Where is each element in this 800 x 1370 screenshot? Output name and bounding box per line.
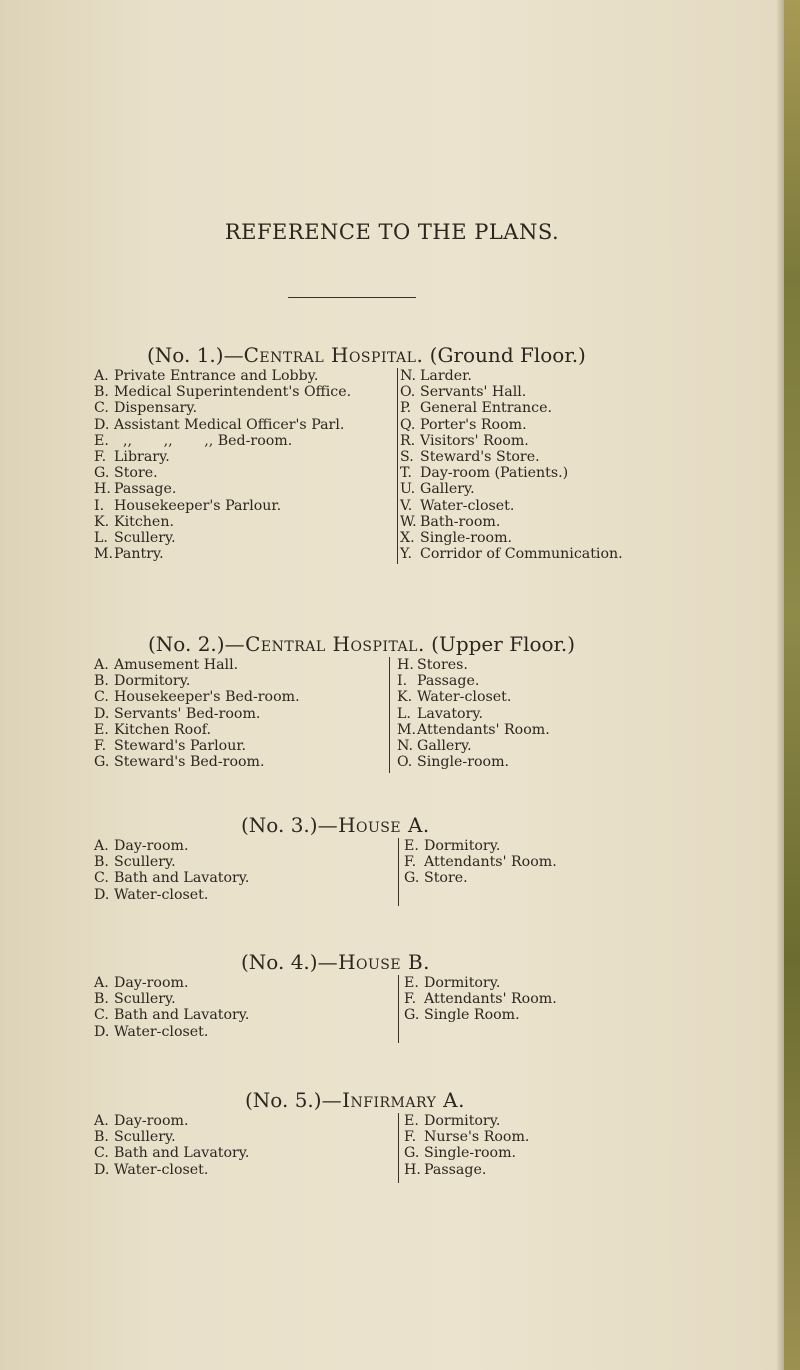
legend-key: R.	[400, 432, 416, 449]
legend-item	[400, 481, 623, 497]
legend-key: C.	[94, 1145, 109, 1162]
legend-text: Water-closet.	[420, 497, 515, 514]
legend-text: Store.	[424, 870, 468, 887]
legend-item	[404, 1113, 529, 1129]
legend-left-column	[94, 657, 300, 770]
legend-text: Scullery.	[114, 991, 176, 1008]
legend-key: V.	[400, 497, 413, 514]
legend-text: Servants' Hall.	[420, 384, 527, 401]
legend-text: Scullery.	[114, 530, 176, 547]
column-divider	[398, 838, 399, 906]
column-divider	[398, 1113, 399, 1183]
legend-key: G.	[404, 1145, 420, 1162]
legend-item	[400, 498, 623, 514]
section-number: (No. 4.)	[241, 950, 318, 974]
legend-item	[404, 975, 557, 991]
legend-key: E.	[404, 1113, 419, 1129]
legend-key: D.	[94, 705, 110, 722]
legend-item	[397, 673, 550, 689]
legend-item	[400, 368, 623, 384]
legend-key: A.	[94, 368, 109, 384]
column-divider	[389, 657, 390, 773]
legend-key: Q.	[400, 416, 416, 433]
legend-key: S.	[400, 449, 414, 466]
legend-item	[397, 754, 550, 770]
legend-right-column	[397, 657, 550, 770]
legend-text: Store.	[114, 465, 158, 482]
section-title	[241, 813, 430, 837]
legend-key: H.	[397, 657, 414, 673]
legend-key: G.	[404, 1007, 420, 1024]
legend-text: Amusement Hall.	[114, 657, 239, 673]
legend-item	[94, 870, 249, 886]
legend-text: Water-closet.	[114, 1023, 209, 1040]
legend-item	[400, 449, 623, 465]
legend-text: Steward's Bed-room.	[114, 754, 265, 771]
section-number: (No. 1.)	[147, 343, 224, 367]
legend-right-column	[404, 838, 557, 887]
legend-text: Day-room.	[114, 838, 189, 854]
legend-item	[94, 673, 300, 689]
legend-left-column	[94, 368, 351, 562]
legend-right-column	[404, 975, 557, 1024]
legend-item	[94, 1145, 249, 1161]
legend-text: Bath and Lavatory.	[114, 870, 250, 887]
legend-item	[94, 689, 300, 705]
legend-text: Water-closet.	[114, 1161, 209, 1178]
legend-key: T.	[400, 465, 412, 482]
section-number: (No. 5.)	[245, 1088, 322, 1112]
legend-key: I.	[397, 673, 408, 690]
legend-key: I.	[94, 497, 105, 514]
legend-key: C.	[94, 689, 109, 706]
legend-text: Attendants' Room.	[424, 854, 557, 871]
legend-item	[404, 838, 557, 854]
legend-text: Single Room.	[424, 1007, 520, 1024]
section-title: (No. 1.)—Central Hospital. (Ground Floor.)	[147, 343, 586, 367]
legend-key: C.	[94, 400, 109, 417]
legend-left-column	[94, 1113, 249, 1178]
legend-item	[397, 738, 550, 754]
legend-key: O.	[400, 384, 416, 401]
legend-text: Scullery.	[114, 1129, 176, 1146]
legend-text: Bath and Lavatory.	[114, 1145, 250, 1162]
legend-text: Corridor of Communication.	[420, 546, 623, 563]
legend-key: C.	[94, 870, 109, 887]
page-title: REFERENCE TO THE PLANS.	[224, 220, 560, 244]
section-title	[245, 1088, 465, 1112]
legend-key: M.	[94, 546, 114, 563]
legend-item	[404, 1162, 529, 1178]
legend-key: K.	[94, 513, 110, 530]
legend-item	[400, 400, 623, 416]
legend-text: Attendants' Room.	[417, 721, 550, 738]
legend-text: Day-room.	[114, 1113, 189, 1129]
legend-item	[94, 975, 249, 991]
legend-key: X.	[400, 530, 415, 547]
legend-key: N.	[397, 738, 414, 755]
section-name: —House A.	[317, 813, 430, 837]
section-title	[241, 950, 430, 974]
legend-item	[397, 689, 550, 705]
legend-key: B.	[94, 991, 109, 1008]
legend-text: Private Entrance and Lobby.	[114, 368, 319, 384]
legend-item	[94, 368, 351, 384]
legend-item	[400, 546, 623, 562]
legend-right-column	[404, 1113, 529, 1178]
legend-key: D.	[94, 886, 110, 903]
legend-item	[404, 1145, 529, 1161]
legend-item	[94, 722, 300, 738]
legend-text: Dispensary.	[114, 400, 197, 417]
legend-item	[404, 991, 557, 1007]
legend-key: D.	[94, 1023, 110, 1040]
legend-key: M.	[397, 721, 417, 738]
legend-text: Gallery.	[420, 481, 475, 498]
legend-key: E.	[404, 975, 419, 991]
section-title	[148, 632, 575, 656]
legend-text: Attendants' Room.	[424, 991, 557, 1008]
legend-text: Bath and Lavatory.	[114, 1007, 250, 1024]
legend-key: U.	[400, 481, 416, 498]
legend-key: D.	[94, 416, 110, 433]
legend-key: A.	[94, 838, 109, 854]
legend-text: Lavatory.	[417, 705, 484, 722]
legend-text: Dormitory.	[424, 1113, 501, 1129]
legend-text: ,, ,, ,, Bed-room.	[114, 432, 293, 449]
legend-text: Day-room.	[114, 975, 189, 991]
legend-item	[94, 854, 249, 870]
legend-item	[94, 449, 351, 465]
legend-text: Steward's Store.	[420, 449, 540, 466]
legend-key: A.	[94, 1113, 109, 1129]
legend-key: L.	[397, 705, 411, 722]
section-floor: (Ground Floor.)	[429, 343, 586, 367]
legend-key: L.	[94, 530, 108, 547]
legend-text: Single-room.	[424, 1145, 517, 1162]
legend-item	[400, 417, 623, 433]
legend-item	[94, 417, 351, 433]
legend-text: Kitchen Roof.	[114, 721, 211, 738]
section-name: —House B.	[317, 950, 431, 974]
section-name: Central Hospital.	[243, 343, 424, 367]
legend-text: Single-room.	[417, 754, 510, 771]
legend-text: Gallery.	[417, 738, 472, 755]
legend-text: Porter's Room.	[420, 416, 527, 433]
legend-text: Servants' Bed-room.	[114, 705, 261, 722]
legend-item	[400, 514, 623, 530]
legend-item	[94, 384, 351, 400]
legend-text: Library.	[114, 449, 170, 466]
legend-item	[94, 706, 300, 722]
legend-item	[400, 384, 623, 400]
legend-text: Kitchen.	[114, 513, 174, 530]
legend-key: P.	[400, 400, 412, 417]
legend-text: Nurse's Room.	[424, 1129, 530, 1146]
legend-item	[397, 722, 550, 738]
legend-item	[94, 1113, 249, 1129]
legend-right-column	[400, 368, 623, 562]
legend-item	[94, 465, 351, 481]
section-floor: (Upper Floor.)	[431, 632, 576, 656]
legend-text: Scullery.	[114, 854, 176, 871]
legend-text: Single-room.	[420, 530, 513, 547]
legend-item	[94, 546, 351, 562]
legend-item	[94, 481, 351, 497]
legend-item	[94, 738, 300, 754]
legend-text: Dormitory.	[114, 673, 191, 690]
legend-key: F.	[94, 449, 107, 466]
legend-item	[94, 400, 351, 416]
legend-key: C.	[94, 1007, 109, 1024]
legend-item	[94, 754, 300, 770]
legend-key: E.	[94, 432, 109, 449]
legend-text: Housekeeper's Parlour.	[114, 497, 282, 514]
legend-item	[94, 433, 351, 449]
legend-key: F.	[404, 1129, 417, 1146]
legend-text: Visitors' Room.	[420, 432, 529, 449]
legend-key: Y.	[400, 546, 413, 563]
column-divider	[397, 368, 398, 564]
section-name: —Central Hospital.	[224, 632, 425, 656]
legend-key: O.	[397, 754, 413, 771]
legend-key: A.	[94, 975, 109, 991]
legend-text: Steward's Parlour.	[114, 738, 247, 755]
legend-item	[94, 1024, 249, 1040]
legend-key: G.	[94, 465, 110, 482]
legend-item	[94, 498, 351, 514]
legend-item	[397, 657, 550, 673]
legend-key: B.	[94, 673, 109, 690]
legend-text: Dormitory.	[424, 975, 501, 991]
legend-key: N.	[400, 368, 417, 384]
title-rule	[288, 297, 416, 298]
legend-text: Dormitory.	[424, 838, 501, 854]
legend-left-column	[94, 975, 249, 1040]
legend-item	[94, 838, 249, 854]
legend-item	[400, 465, 623, 481]
legend-text: Passage.	[417, 673, 480, 690]
legend-key: H.	[94, 481, 111, 498]
section-number: (No. 2.)	[148, 632, 225, 656]
legend-item	[94, 1129, 249, 1145]
legend-key: D.	[94, 1161, 110, 1178]
legend-key: H.	[404, 1161, 421, 1178]
legend-text: Water-closet.	[114, 886, 209, 903]
legend-text: Housekeeper's Bed-room.	[114, 689, 300, 706]
legend-key: G.	[94, 754, 110, 771]
legend-text: Larder.	[420, 368, 472, 384]
legend-text: Bath-room.	[420, 513, 501, 530]
legend-key: E.	[404, 838, 419, 854]
legend-key: B.	[94, 854, 109, 871]
legend-key: B.	[94, 384, 109, 401]
legend-text: Stores.	[417, 657, 468, 673]
legend-text: Passage.	[424, 1161, 487, 1178]
legend-text: Assistant Medical Officer's Parl.	[114, 416, 345, 433]
legend-item	[404, 1129, 529, 1145]
legend-item	[94, 657, 300, 673]
legend-item	[404, 1007, 557, 1023]
legend-key: K.	[397, 689, 413, 706]
legend-item	[94, 887, 249, 903]
legend-key: F.	[404, 854, 417, 871]
section-name: —Infirmary A.	[321, 1088, 465, 1112]
legend-text: Medical Superintendent's Office.	[114, 384, 352, 401]
legend-item	[94, 991, 249, 1007]
section-number: (No. 3.)	[241, 813, 318, 837]
legend-item	[404, 854, 557, 870]
legend-text: Day-room (Patients.)	[420, 465, 569, 482]
legend-item	[94, 514, 351, 530]
legend-text: Pantry.	[114, 546, 164, 563]
legend-key: E.	[94, 721, 109, 738]
legend-item	[94, 1007, 249, 1023]
legend-key: F.	[94, 738, 107, 755]
legend-item	[397, 706, 550, 722]
legend-item	[400, 530, 623, 546]
book-edge	[784, 0, 800, 1370]
legend-key: F.	[404, 991, 417, 1008]
legend-text: Passage.	[114, 481, 177, 498]
legend-key: B.	[94, 1129, 109, 1146]
legend-item	[94, 530, 351, 546]
legend-item	[94, 1162, 249, 1178]
page-edge-shadow	[776, 0, 784, 1370]
legend-key: W.	[400, 513, 417, 530]
legend-key: A.	[94, 657, 109, 673]
legend-item	[400, 433, 623, 449]
legend-item	[404, 870, 557, 886]
column-divider	[398, 975, 399, 1043]
legend-left-column	[94, 838, 249, 903]
legend-key: G.	[404, 870, 420, 887]
legend-text: Water-closet.	[417, 689, 512, 706]
legend-text: General Entrance.	[420, 400, 552, 417]
